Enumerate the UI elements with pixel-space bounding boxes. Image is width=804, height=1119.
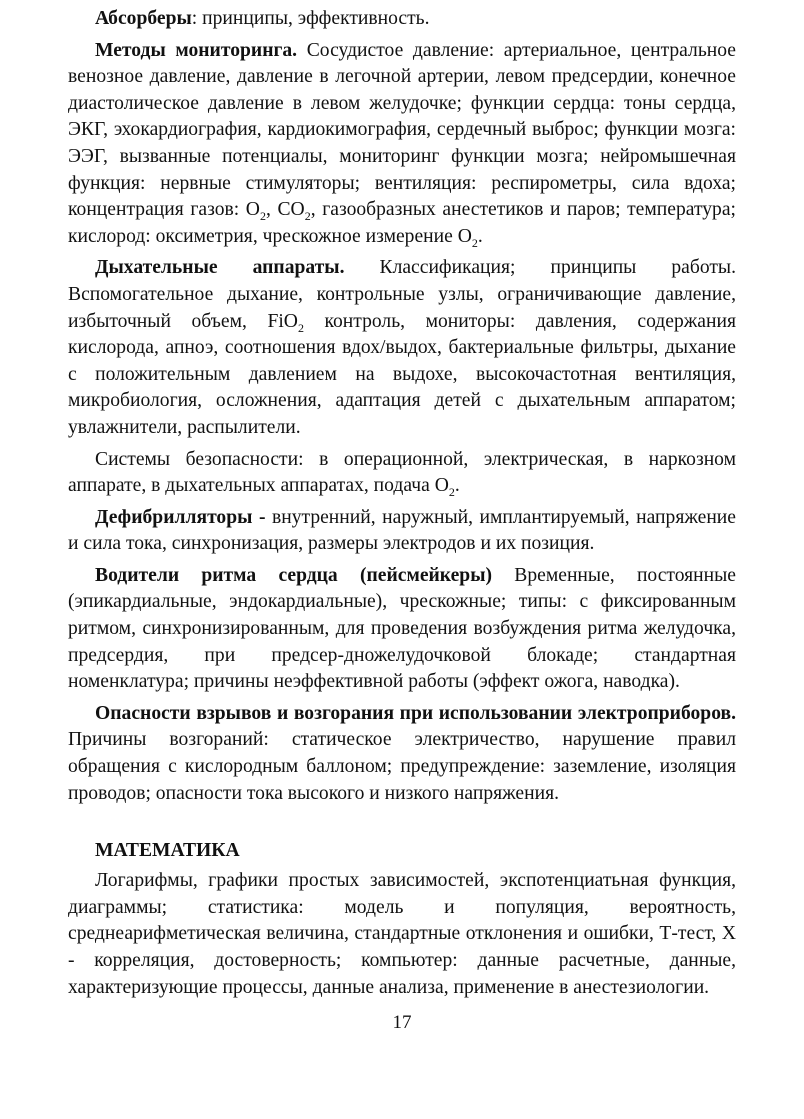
monitoring-text-a: Сосудистое давление: артериальное, центральное венозное давление, давление в легочной артерии, левом предсердии, конечное диастолическое давление в левом желудочке; функции сердца: тоны сердца, ЭКГ, эхокардиография, кардиокимография, сердечный выброс; функции мозга: ЭЭГ, вызванные потенциалы, мониторинг функции мозга; нейромышечная функция: нервные стимуляторы; вентиляция: респирометры, сила вдоха; концентрация газов: О bbox=[68, 39, 736, 221]
term-breathing: Дыхательные аппараты. bbox=[95, 257, 345, 279]
pacemakers-text: Временные, постоянные (эпикардиальные, эндокардиальные), чрескожные; типы: с фиксированным ритмом, синхронизированным, для проведения возбуждения ритма желудочка, предсердия, при предсер-дножелудочковой блокаде; стандартная номенклатура; причины неэффективной работы (эффект ожога, наводка). bbox=[68, 564, 736, 693]
subscript: 2 bbox=[471, 235, 478, 250]
breathing-text-b: контроль, мониторы: давления, содержания кислорода, апноэ, соотношения вдох/выдох, бактериальные фильтры, дыхание с положительным давлением на выдохе, высокочастотная вентиляция, микробиология, осложнения, адаптация детей с дыхательным аппаратом; увлажнители, распылители. bbox=[68, 310, 736, 438]
defibrillators-text: внутренний, наружный, имплантируемый, напряжение и сила тока, синхронизация, размеры электродов и их позиция. bbox=[68, 506, 736, 555]
paragraph-monitoring bbox=[68, 38, 736, 251]
paragraph-safety bbox=[68, 447, 736, 500]
paragraph-breathing bbox=[68, 255, 736, 441]
paragraph-math: Логарифмы, графики простых зависимостей, экспотенциатьная функция, диаграммы; статистика: модель и популяция, вероятность, среднеарифметическая величина, стандартные отклонения и ошибки, Т-тест, X - корреляция, достоверность; компьютер: данные расчетные, данные, характеризующие процессы, данные анализа, применение в анестезиологии. bbox=[68, 870, 736, 998]
term-defibrillators: Дефибрилляторы - bbox=[95, 506, 266, 528]
subscript: 2 bbox=[259, 209, 266, 224]
paragraph-defibrillators bbox=[68, 505, 736, 558]
paragraph-explosion bbox=[68, 701, 736, 807]
monitoring-text-c: , газообразных анестетиков и паров; температура; кислород: оксиметрия, чрескожное измерение О bbox=[68, 199, 736, 247]
absorbers-text: : принципы, эффективность. bbox=[191, 8, 430, 29]
paragraph-pacemakers bbox=[68, 563, 736, 696]
paragraph-absorbers bbox=[68, 6, 736, 33]
term-explosion: Опасности взрывов и возгорания при использовании электроприборов. bbox=[95, 702, 736, 724]
section-heading-math: МАТЕМАТИКА bbox=[95, 840, 240, 862]
term-monitoring: Методы мониторинга. bbox=[95, 39, 298, 61]
monitoring-text-d: . bbox=[477, 225, 483, 247]
subscript: 2 bbox=[448, 485, 455, 500]
monitoring-text-b: , СО bbox=[265, 199, 305, 221]
page-number: 17 bbox=[392, 1012, 412, 1033]
subscript: 2 bbox=[297, 320, 304, 335]
explosion-text: Причины возгораний: статическое электричество, нарушение правил обращения с кислородным баллоном; предупреждение: заземление, изоляция проводов; опасности тока высокого и низкого напряжения. bbox=[68, 729, 736, 804]
term-pacemakers: Водители ритма сердца (пейсмейкеры) bbox=[95, 564, 493, 586]
safety-text-b: . bbox=[454, 475, 460, 497]
safety-text-a: Системы безопасности: в операционной, электрическая, в наркозном аппарате, в дыхательных аппаратах, подача О bbox=[68, 448, 736, 497]
subscript: 2 bbox=[304, 209, 311, 224]
term-absorbers: Абсорберы bbox=[95, 8, 192, 29]
body-text bbox=[68, 6, 736, 1006]
breathing-text-a: Классификация; принципы работы. Вспомогательное дыхание, контрольные узлы, ограничивающие давление, избыточный объем, FiO bbox=[68, 257, 736, 332]
